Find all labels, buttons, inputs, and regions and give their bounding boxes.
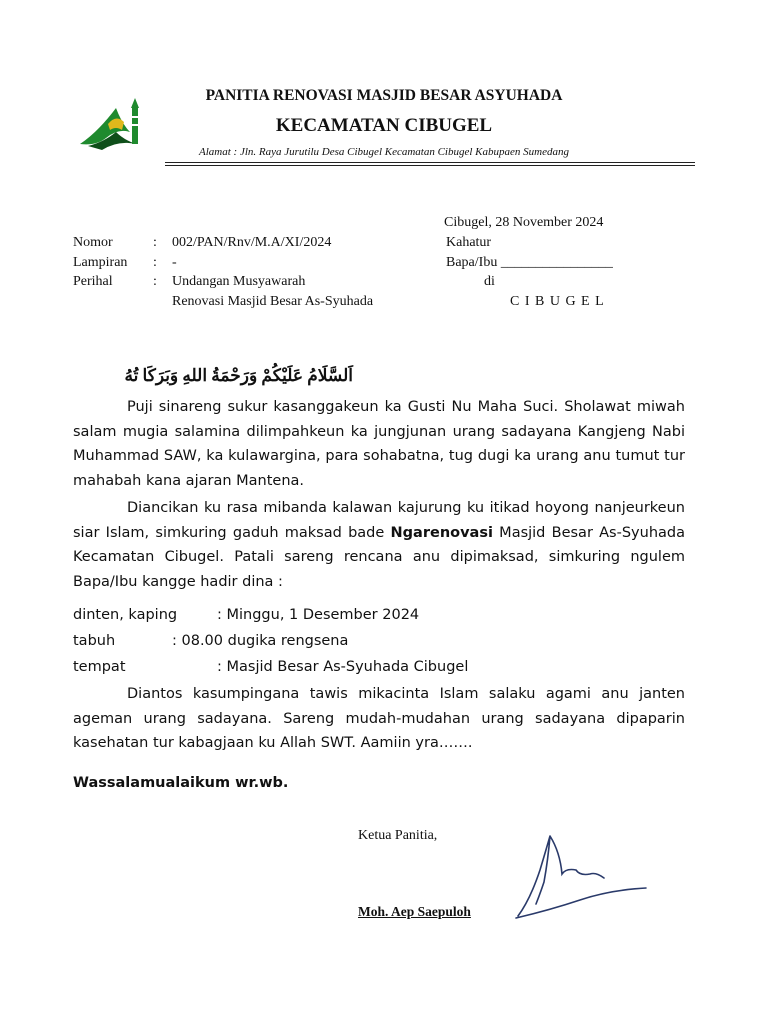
subject-line1: Undangan Musyawarah xyxy=(172,274,306,289)
paragraph-closing: Diantos kasumpingana tawis mikacinta Islam salaku agami anu janten ageman urang sadayana. Sareng mudah-mudahan urang sadayana dipaparin kasehatan tur kabagjaan ku Allah SWT. Aamiin yra……. xyxy=(73,686,685,752)
subject-label: Perihal xyxy=(73,274,113,289)
schedule-date-label: dinten, kaping xyxy=(73,607,178,623)
schedule-time-label: tabuh xyxy=(73,633,116,649)
attachment-label: Lampiran xyxy=(73,255,128,270)
signatory-name: Moh. Aep Saepuloh xyxy=(358,904,471,919)
schedule-time-value: : 08.00 dugika rengsena xyxy=(172,633,349,649)
number-label: Nomor xyxy=(73,235,113,250)
number-value: 002/PAN/Rnv/M.A/XI/2024 xyxy=(172,235,332,250)
org-name-line2: KECAMATAN CIBUGEL xyxy=(275,115,493,136)
attachment-value: - xyxy=(172,255,177,270)
paragraph-opening: Puji sinareng sukur kasanggakeun ka Gusti Nu Maha Suci. Sholawat miwah salam mugia salamina dilimpahkeun ka jungjunan urang sadayana Kangjeng Nabi Muhammad SAW, ka kulawargina, para sohabatna, tug dugi ka urang anu tumut tur mahabah kana ajaran Mantena. xyxy=(73,399,685,490)
recipient-line4: C I B U G E L xyxy=(510,294,605,309)
paragraph-invitation-emphasis: Ngarenovasi xyxy=(390,524,493,541)
closing-salutation: Wassalamualaikum wr.wb. xyxy=(73,775,289,791)
letterhead-divider-thick xyxy=(165,165,695,166)
schedule-date-value: : Minggu, 1 Desember 2024 xyxy=(217,607,420,623)
subject-line2: Renovasi Masjid Besar As-Syuhada xyxy=(172,294,374,309)
paragraph-invitation-part1: Diancikan ku rasa mibanda kalawan kajurung ku itikad hoyong nanjeurkeun siar Islam, simkuring gaduh maksad bade xyxy=(73,500,685,541)
recipient-line1: Kahatur xyxy=(446,235,492,250)
recipient-line3: di xyxy=(484,274,495,289)
schedule-place-label: tempat xyxy=(73,659,126,675)
number-colon: : xyxy=(153,235,157,250)
letter-date: Cibugel, 28 November 2024 xyxy=(444,215,604,230)
org-name-line1: PANITIA RENOVASI MASJID BESAR ASYUHADA xyxy=(205,87,563,104)
arabic-greeting: اَلسَّلَامُ عَلَيْكُمْ وَرَحْمَةُ اللهِ وَبَرَكَا تُهُ xyxy=(124,366,353,385)
schedule-place-value: : Masjid Besar As-Syuhada Cibugel xyxy=(217,659,469,675)
signatory-title: Ketua Panitia, xyxy=(358,828,438,843)
paragraph-invitation-part2: Masjid Besar As-Syuhada Kecamatan Cibugel. Patali sareng rencana anu dipimaksad, simkuring ngulem Bapa/Ibu kangge hadir dina : xyxy=(73,524,685,591)
recipient-line2: Bapa/Ibu ________________ xyxy=(446,255,613,270)
letterhead-divider-thin xyxy=(165,162,695,163)
paragraph-invitation xyxy=(73,496,685,595)
attachment-colon: : xyxy=(153,255,157,270)
subject-colon: : xyxy=(153,274,157,289)
handwritten-signature-icon xyxy=(510,830,650,920)
org-address: Alamat : Jln. Raya Jurutilu Desa Cibugel Kecamatan Cibugel Kabupaen Sumedang xyxy=(199,146,569,158)
